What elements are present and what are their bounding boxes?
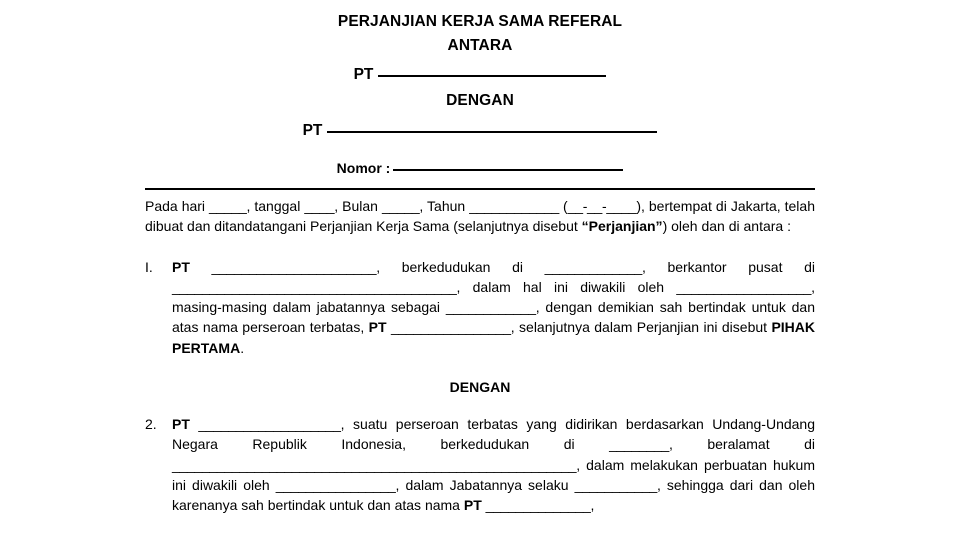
intro-text-6: ), bertempat di Jakarta, telah dibuat dan ditandatangani Perjanjian Kerja Sama (selanjutnya disebut	[145, 198, 815, 235]
item-one-text-6: , selanjutnya dalam Perjanjian ini disebut	[510, 319, 772, 336]
intro-text-3: , Bulan	[334, 198, 382, 214]
intro-blank-tahun: ____________	[469, 198, 560, 214]
item-one-pt-label: PT	[172, 258, 190, 275]
item-one-text-1: , berkedudukan di	[376, 258, 545, 275]
item-two-text-1: , suatu perseroan terbatas yang didirikan berdasarkan Undang-Undang Negara Republik Indonesia, berkedudukan di	[172, 416, 816, 453]
intro-bold-term: “Perjanjian”	[581, 218, 663, 235]
item-two-pt-label: PT	[172, 416, 190, 433]
header-divider	[145, 188, 815, 190]
list-item	[145, 414, 815, 515]
item-two-text-4: , dalam Jabatannya selaku	[395, 476, 575, 493]
intro-blank-bulan: _____	[381, 198, 420, 214]
item-one-text-4: , masing-masing dalam jabatannya sebagai	[172, 278, 815, 316]
item-one-pt-label-2: PT	[368, 319, 387, 336]
item-one-blank-city: _____________	[544, 258, 642, 275]
intro-blank-tanggal: ____	[304, 198, 335, 214]
separator-dengan: DENGAN	[449, 379, 511, 396]
intro-text-5: (	[559, 198, 568, 214]
intro-paragraph	[145, 196, 815, 237]
intro-blank-date-code: __-__-____	[567, 198, 637, 214]
item-one-blank-company: ________________	[390, 319, 511, 336]
document-title: PERJANJIAN KERJA SAMA REFERAL	[337, 13, 623, 30]
item-one-text-3: , dalam hal ini diwakili oleh	[456, 278, 677, 295]
nomor-line	[145, 158, 815, 176]
list-item-marker-one: I.	[145, 258, 153, 275]
party-two-pt-label: PT	[302, 122, 323, 139]
intro-text-7: ) oleh dan di antara :	[662, 218, 791, 235]
intro-blank-hari: _____	[209, 198, 247, 214]
title-antara: ANTARA	[447, 36, 513, 54]
nomor-value-blank	[393, 158, 623, 171]
list-item-marker-two: 2.	[145, 416, 157, 433]
item-two-blank-city: ________	[609, 436, 669, 453]
item-two-blank-name: ___________________	[198, 416, 341, 433]
item-one-text-2: , berkantor pusat di	[641, 258, 815, 275]
title-block	[145, 14, 815, 53]
party-one-name-blank	[378, 63, 606, 77]
intro-text-2: , tanggal	[246, 198, 305, 214]
item-two-pt-label-2: PT	[463, 497, 482, 514]
item-two-blank-position: ___________	[574, 476, 657, 493]
intro-text-4: , Tahun	[419, 198, 470, 214]
item-one-text-7: .	[240, 339, 245, 356]
document-content	[145, 0, 815, 516]
item-two-blank-company: ______________	[485, 497, 591, 514]
title-dengan: DENGAN	[446, 92, 514, 109]
item-one-bold-party: PIHAK PERTAMA	[172, 319, 816, 356]
party-one-pt-label: PT	[353, 66, 374, 83]
item-one-blank-position: ____________	[445, 299, 536, 316]
party-two-name-blank	[327, 119, 657, 133]
list-item	[145, 257, 815, 358]
item-two-text-6: ,	[590, 497, 595, 514]
intro-text-1: Pada hari	[145, 198, 210, 214]
party-one-heading	[145, 63, 815, 84]
item-one-blank-address: ______________________________________	[172, 278, 457, 295]
item-two-text-5: , sehingga dari dan oleh karenanya sah bertindak untuk dan atas nama	[172, 476, 815, 514]
item-two-text-2: , beralamat di	[668, 436, 815, 453]
item-two-text-3: , dalam melakukan perbuatan hukum ini diwakili oleh	[172, 456, 815, 493]
item-two-blank-address: ______________________________________________________	[172, 456, 577, 473]
item-one-blank-name: ______________________	[211, 258, 377, 275]
item-one-blank-person: __________________	[676, 278, 812, 295]
item-two-blank-person: ________________	[275, 476, 396, 493]
party-two-heading	[145, 119, 815, 140]
nomor-label: Nomor :	[336, 160, 391, 176]
item-one-text-5: , dengan demikian sah bertindak untuk dan atas nama perseroan terbatas,	[172, 299, 815, 336]
